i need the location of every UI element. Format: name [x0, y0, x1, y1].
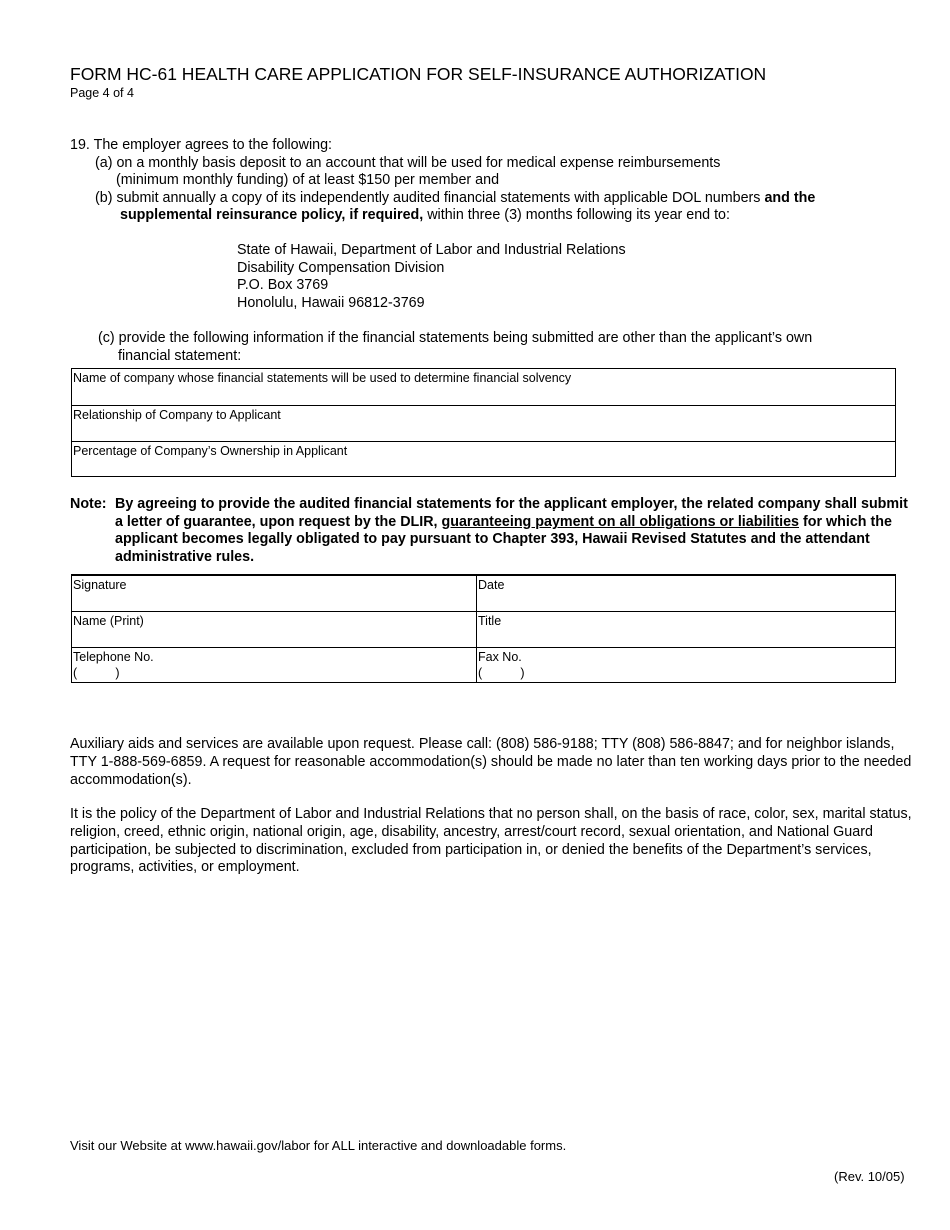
note-line2 — [115, 514, 892, 532]
title-field[interactable] — [477, 611, 895, 647]
note-line3: applicant becomes legally obligated to pay pursuant to Chapter 393, Hawaii Revised Statutes and the attendant — [115, 531, 870, 547]
note-label: Note: — [70, 496, 107, 512]
telephone-field[interactable] — [72, 647, 476, 682]
item19-b-line1-text: (b) submit annually a copy of its independently audited financial statements with applicable DOL numbers — [95, 190, 761, 206]
item19-b-line2 — [120, 207, 730, 225]
address-line: State of Hawaii, Department of Labor and Industrial Relations — [237, 242, 626, 258]
company-info-table — [71, 368, 896, 477]
note-line1: By agreeing to provide the audited financial statements for the applicant employer, the related company shall submit — [115, 496, 908, 512]
item19-a-line2: (minimum monthly funding) of at least $150 per member and — [116, 172, 500, 188]
item19-b-line1-bold: and the — [764, 190, 816, 206]
note-line4: administrative rules. — [115, 549, 255, 565]
signature-label: Signature — [73, 578, 127, 592]
company-name-field[interactable] — [72, 369, 895, 405]
form-title: FORM HC-61 HEALTH CARE APPLICATION FOR SELF-INSURANCE AUTHORIZATION — [70, 64, 767, 84]
telephone-label: Telephone No. — [73, 650, 154, 664]
note-line2-underlined: guaranteeing payment on all obligations or liabilities — [441, 514, 799, 530]
address-line: P.O. Box 3769 — [237, 277, 329, 293]
telephone-area-code: ( ) — [73, 666, 120, 680]
relationship-field[interactable] — [72, 405, 895, 441]
ownership-percentage-field[interactable] — [72, 441, 895, 476]
signature-table — [71, 574, 896, 683]
website-note: Visit our Website at www.hawaii.gov/labor for ALL interactive and downloadable forms. — [70, 1138, 567, 1153]
name-print-field[interactable] — [72, 611, 476, 647]
revision-date: (Rev. 10/05) — [834, 1169, 905, 1184]
date-field[interactable] — [477, 575, 895, 611]
title-label: Title — [478, 614, 502, 628]
item19-c-line2: financial statement: — [118, 348, 242, 364]
fax-field[interactable] — [477, 647, 895, 682]
date-label: Date — [478, 578, 505, 592]
item19-b-line1 — [95, 190, 815, 208]
ownership-percentage-label: Percentage of Company’s Ownership in Applicant — [73, 444, 348, 458]
item19-b-line2-bold: supplemental reinsurance policy, if required, — [120, 207, 424, 223]
nondiscrimination-policy-paragraph: It is the policy of the Department of Labor and Industrial Relations that no person shall, on the basis of race, color, sex, marital status, religion, creed, ethnic origin, national origin, age, disability, ancestry, arrest/court record, sexual orientation, and National Guard participation, be subjected to discrimination, excluded from participation in, or denied the benefits of the Department’s services, programs, activities, or employment. — [70, 806, 912, 876]
note-line2-post: for which the — [802, 514, 892, 530]
page-number: Page 4 of 4 — [70, 86, 134, 100]
auxiliary-aids-paragraph: Auxiliary aids and services are available upon request. Please call: (808) 586-9188; TTY (808) 586-8847; and for neighbor islands, TTY 1-888-569-6859. A request for reasonable accommodation(s) should be made no later than ten working days prior to the needed accommodation(s). — [70, 736, 912, 788]
address-line: Disability Compensation Division — [237, 260, 445, 276]
item19-a-line1: (a) on a monthly basis deposit to an account that will be used for medical expense reimbursements — [95, 155, 721, 171]
company-name-label: Name of company whose financial statements will be used to determine financial solvency — [73, 371, 572, 385]
relationship-label: Relationship of Company to Applicant — [73, 408, 281, 422]
fax-area-code: ( ) — [478, 666, 525, 680]
name-print-label: Name (Print) — [73, 614, 144, 628]
signature-field[interactable] — [72, 575, 476, 611]
note-line2-pre: a letter of guarantee, upon request by the DLIR, — [115, 514, 438, 530]
item19-c-line1: (c) provide the following information if the financial statements being submitted are other than the applicant’s own — [98, 330, 813, 346]
fax-label: Fax No. — [478, 650, 522, 664]
item19-intro: 19. The employer agrees to the following: — [70, 137, 333, 153]
address-line: Honolulu, Hawaii 96812-3769 — [237, 295, 425, 311]
item19-b-line2-text: within three (3) months following its year end to: — [427, 207, 730, 223]
